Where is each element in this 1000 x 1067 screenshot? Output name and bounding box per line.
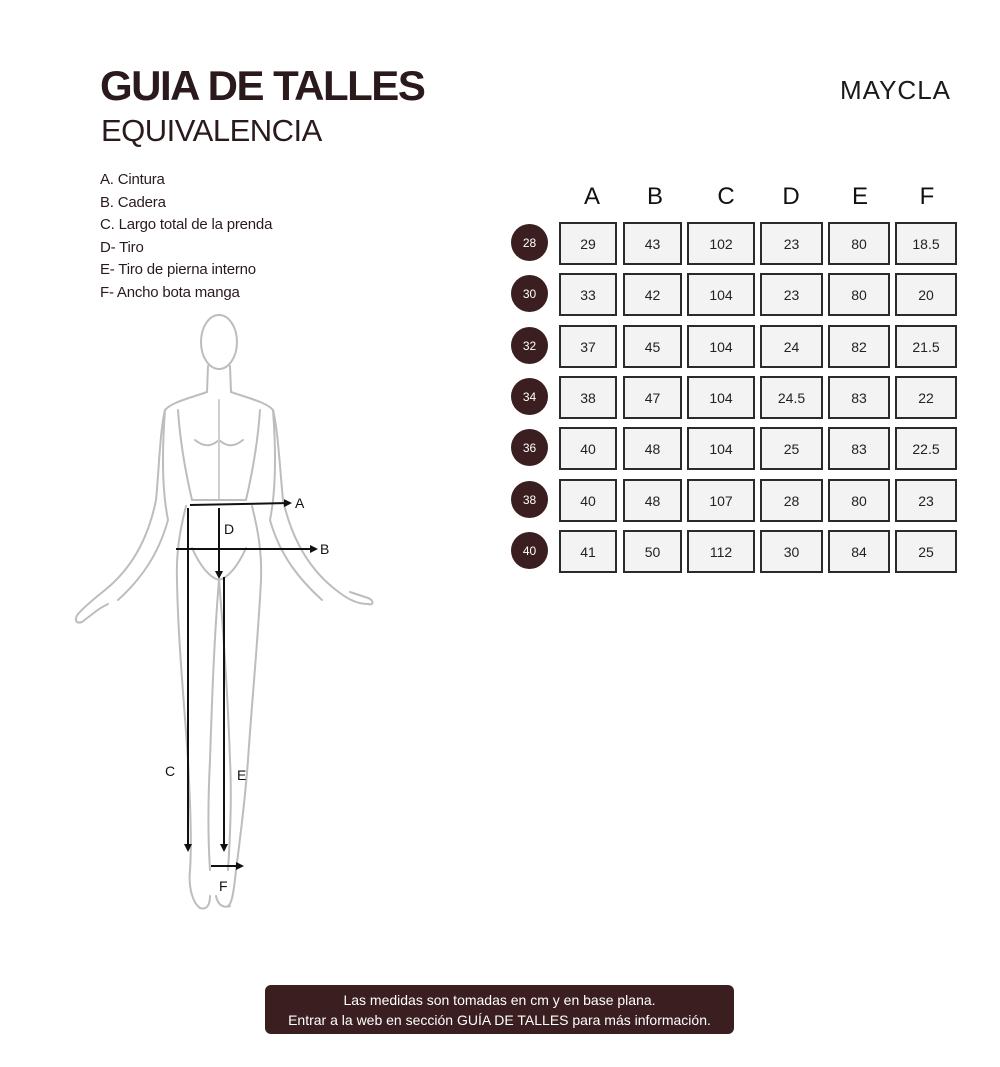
table-cell: 25 (895, 530, 957, 573)
table-cell: 48 (623, 427, 682, 470)
figure-label-f: F (219, 878, 228, 894)
table-cell: 24 (760, 325, 823, 368)
figure-label-d: D (224, 521, 235, 537)
table-cell: 40 (559, 427, 617, 470)
table-cell: 22.5 (895, 427, 957, 470)
legend-item-b: B. Cadera (100, 193, 166, 211)
column-header-e: E (851, 183, 869, 210)
table-cell: 50 (623, 530, 682, 573)
table-cell: 48 (623, 479, 682, 522)
table-cell: 23 (895, 479, 957, 522)
table-cell: 104 (687, 325, 755, 368)
body-measurement-figure (0, 0, 500, 1000)
legend-item-f: F- Ancho bota manga (100, 283, 240, 301)
table-cell: 25 (760, 427, 823, 470)
table-cell: 21.5 (895, 325, 957, 368)
table-cell: 104 (687, 427, 755, 470)
size-badge: 40 (511, 532, 548, 569)
footer-note-line-2: Entrar a la web en sección GUÍA DE TALLES para más información. (288, 1011, 711, 1028)
table-cell: 28 (760, 479, 823, 522)
table-cell: 18.5 (895, 222, 957, 265)
size-badge: 30 (511, 275, 548, 312)
arrow-a-waist (190, 503, 290, 505)
table-cell: 20 (895, 273, 957, 316)
table-cell: 43 (623, 222, 682, 265)
legend-item-a: A. Cintura (100, 171, 165, 188)
table-cell: 22 (895, 376, 957, 419)
table-cell: 37 (559, 325, 617, 368)
table-cell: 47 (623, 376, 682, 419)
table-cell: 80 (828, 273, 890, 316)
table-cell: 80 (828, 479, 890, 522)
size-badge: 32 (511, 327, 548, 364)
table-cell: 38 (559, 376, 617, 419)
column-header-f: F (919, 183, 935, 210)
table-cell: 45 (623, 325, 682, 368)
column-header-b: B (646, 183, 664, 210)
table-cell: 80 (828, 222, 890, 265)
size-badge: 36 (511, 429, 548, 466)
size-badge: 28 (511, 224, 548, 261)
table-cell: 40 (559, 479, 617, 522)
legend-item-d: D- Tiro (100, 238, 144, 256)
table-cell: 82 (828, 325, 890, 368)
figure-label-b: B (320, 541, 330, 557)
table-cell: 23 (760, 273, 823, 316)
table-cell: 104 (687, 273, 755, 316)
table-cell: 23 (760, 222, 823, 265)
footer-note-line-1: Las medidas son tomadas en cm y en base plana. (343, 991, 656, 1008)
table-cell: 102 (687, 222, 755, 265)
table-cell: 33 (559, 273, 617, 316)
footer-note (265, 985, 734, 1034)
table-cell: 84 (828, 530, 890, 573)
column-header-a: A (583, 183, 601, 210)
table-cell: 42 (623, 273, 682, 316)
table-cell: 83 (828, 427, 890, 470)
table-cell: 83 (828, 376, 890, 419)
table-cell: 24.5 (760, 376, 823, 419)
brand-logo: MAYCLA (840, 75, 951, 105)
figure-label-e: E (237, 767, 247, 783)
table-cell: 104 (687, 376, 755, 419)
page-title: GUIA DE TALLES (100, 62, 425, 109)
size-badge: 34 (511, 378, 548, 415)
page-subtitle: EQUIVALENCIA (101, 113, 322, 148)
table-cell: 41 (559, 530, 617, 573)
table-cell: 30 (760, 530, 823, 573)
size-badge: 38 (511, 481, 548, 518)
figure-label-c: C (165, 763, 176, 779)
figure-label-a: A (295, 495, 305, 511)
column-header-d: D (782, 183, 800, 210)
table-cell: 107 (687, 479, 755, 522)
table-cell: 29 (559, 222, 617, 265)
legend-item-c: C. Largo total de la prenda (100, 216, 273, 233)
legend-item-e: E- Tiro de pierna interno (100, 261, 256, 278)
column-header-c: C (717, 183, 735, 210)
table-cell: 112 (687, 530, 755, 573)
